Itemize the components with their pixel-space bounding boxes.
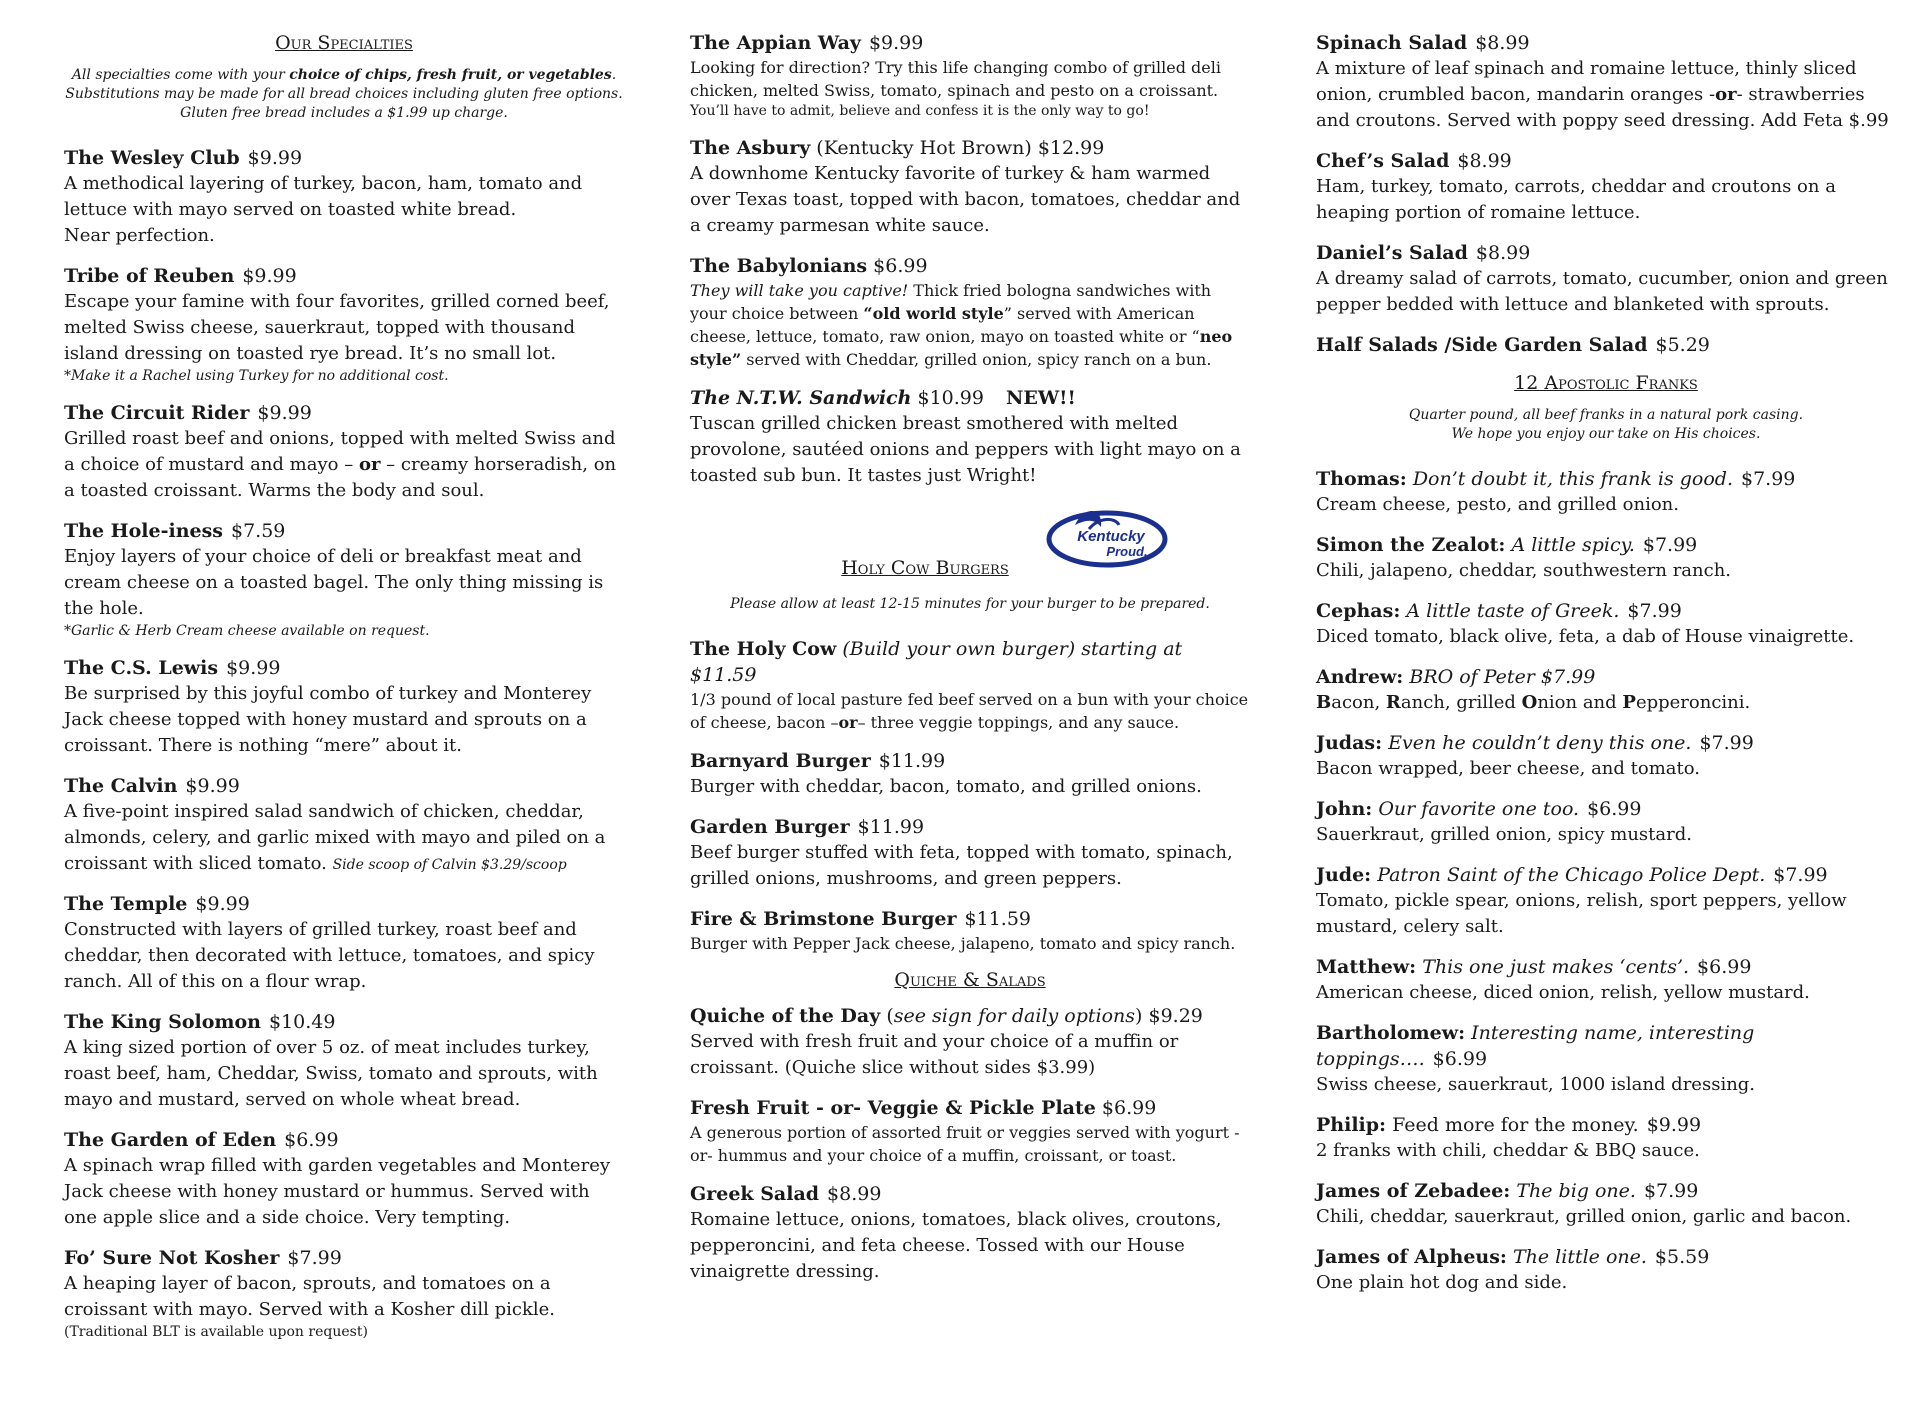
frank-item: Bartholomew: Interesting name, interesting toppings…. $6.99 Swiss cheese, sauerkraut, 1000 island dressing. — [1316, 1022, 1756, 1095]
frank-item: James of Zebadee: The big one. $7.99 Chili, cheddar, sauerkraut, grilled onion, garlic and bacon. — [1316, 1180, 1852, 1227]
franks-note: Quarter pound, all beef franks in a natural pork casing. We hope you enjoy our take on His choices. — [1408, 407, 1804, 442]
frank-item: Matthew: This one just makes ‘cents’. $6.99 American cheese, diced onion, relish, yellow mustard. — [1316, 956, 1810, 1003]
section-title-specialties: Our Specialties — [275, 32, 413, 54]
menu-item: Fire & Brimstone Burger $11.59 Burger with Pepper Jack cheese, jalapeno, tomato and spicy ranch. — [690, 908, 1236, 953]
section-title-franks: 12 Apostolic Franks — [1514, 372, 1698, 394]
menu-item: Garden Burger $11.99 Beef burger stuffed with feta, topped with tomato, spinach, grilled onions, mushrooms, and green peppers. — [690, 816, 1233, 889]
specialties-note: All specialties come with your choice of chips, fresh fruit, or vegetables. Substitutions may be made for all bread choices including gluten free options. Gluten free bread includes a $1.99 up charge. — [65, 67, 623, 121]
menu-item: The Wesley Club $9.99 A methodical layering of turkey, bacon, ham, tomato and lettuce with mayo served on toasted white bread. Near perfection. — [64, 147, 583, 246]
menu-item: The N.T.W. Sandwich $10.99 NEW!! Tuscan grilled chicken breast smothered with melted provolone, sautéed onions and peppers with light mayo on a toasted sub bun. It tastes just Wright! — [690, 387, 1241, 486]
menu-item: Tribe of Reuben $9.99 Escape your famine with four favorites, grilled corned beef, melted Swiss cheese, sauerkraut, topped with thousand island dressing on toasted rye bread. It’s no small lot. *Make it a Rachel using Turkey for no additional cost. — [64, 265, 610, 384]
frank-item: James of Alpheus: The little one. $5.59 One plain hot dog and side. — [1316, 1246, 1710, 1293]
burgers-note: Please allow at least 12-15 minutes for your burger to be prepared. — [730, 596, 1210, 612]
menu-item: Fo’ Sure Not Kosher $7.99 A heaping layer of bacon, sprouts, and tomatoes on a croissant with mayo. Served with a Kosher dill pickle. (Traditional BLT is available upon request) — [64, 1247, 556, 1340]
burgers-header — [690, 503, 1250, 595]
menu-item: The Asbury (Kentucky Hot Brown) $12.99 A downhome Kentucky favorite of turkey & ham warmed over Texas toast, topped with bacon, tomatoes, cheddar and a creamy parmesan white sauce. — [690, 137, 1241, 236]
svg-text:Kentucky: Kentucky — [1077, 528, 1145, 545]
frank-item: Judas: Even he couldn’t deny this one. $7.99 Bacon wrapped, beer cheese, and tomato. — [1316, 732, 1754, 779]
menu-item: The C.S. Lewis $9.99 Be surprised by this joyful combo of turkey and Monterey Jack cheese topped with honey mustard and sprouts on a croissant. There is nothing “mere” about it. — [64, 657, 592, 756]
menu-item: The Appian Way $9.99 Looking for direction? Try this life changing combo of grilled deli chicken, melted Swiss, tomato, spinach and pesto on a croissant. You’ll have to admit, believe and confess it is the only way to go! — [690, 32, 1221, 119]
menu-item: Barnyard Burger $11.99 Burger with cheddar, bacon, tomato, and grilled onions. — [690, 750, 1202, 797]
menu-item: Daniel’s Salad $8.99 A dreamy salad of carrots, tomato, cucumber, onion and green pepper bedded with lettuce and blanketed with sprouts. — [1316, 242, 1888, 315]
column-salads-franks — [1316, 30, 1896, 1310]
svg-text:Proud.: Proud. — [1106, 544, 1148, 559]
menu-item: Fresh Fruit - or- Veggie & Pickle Plate $6.99 A generous portion of assorted fruit or veggies served with yogurt -or- hummus and your choice of a muffin, croissant, or toast. — [690, 1097, 1240, 1165]
menu-item: The Temple $9.99 Constructed with layers of grilled turkey, roast beef and cheddar, then decorated with lettuce, tomatoes, and spicy ranch. All of this on a flour wrap. — [64, 893, 595, 992]
section-title-burgers: Holy Cow Burgers — [841, 557, 1009, 579]
kentucky-proud-logo — [1045, 503, 1169, 569]
section-title-quiche: Quiche & Salads — [894, 969, 1046, 991]
new-badge: NEW!! — [1005, 387, 1076, 409]
frank-item: Jude: Patron Saint of the Chicago Police Dept. $7.99 Tomato, pickle spear, onions, relish, sport peppers, yellow mustard, celery salt. — [1316, 864, 1847, 937]
column-middle — [690, 30, 1250, 1299]
menu-item: Chef’s Salad $8.99 Ham, turkey, tomato, carrots, cheddar and croutons on a heaping portion of romaine lettuce. — [1316, 150, 1836, 223]
frank-item: Philip: Feed more for the money. $9.99 2 franks with chili, cheddar & BBQ sauce. — [1316, 1114, 1702, 1161]
menu-item: The Garden of Eden $6.99 A spinach wrap filled with garden vegetables and Monterey Jack cheese with honey mustard or hummus. Served with one apple slice and a side choice. Very tempting. — [64, 1129, 611, 1228]
frank-item: Cephas: A little taste of Greek. $7.99 Diced tomato, black olive, feta, a dab of House vinaigrette. — [1316, 600, 1855, 647]
column-specialties — [64, 30, 624, 1356]
menu-item: Greek Salad $8.99 Romaine lettuce, onions, tomatoes, black olives, croutons, pepperoncini, and feta cheese. Tossed with our House vinaigrette dressing. — [690, 1183, 1222, 1282]
menu-item: Spinach Salad $8.99 A mixture of leaf spinach and romaine lettuce, thinly sliced onion, crumbled bacon, mandarin oranges -or- strawberries and croutons. Served with poppy seed dressing. Add Feta $.99 — [1316, 32, 1889, 131]
menu-item: The Holy Cow (Build your own burger) starting at $11.59 1/3 pound of local pasture fed beef served on a bun with your choice of cheese, bacon –or– three veggie toppings, and any sauce. — [690, 638, 1249, 732]
menu-item: The Babylonians $6.99 They will take you captive! Thick fried bologna sandwiches with your choice between “old world style” served with American cheese, lettuce, tomato, raw onion, mayo on toasted white or “neo style” served with Cheddar, grilled onion, spicy ranch on a bun. — [690, 255, 1233, 369]
menu-item: The Circuit Rider $9.99 Grilled roast beef and onions, topped with melted Swiss and a choice of mustard and mayo – or – creamy horseradish, on a toasted croissant. Warms the body and soul. — [64, 402, 617, 501]
frank-item: Simon the Zealot: A little spicy. $7.99 Chili, jalapeno, cheddar, southwestern ranch. — [1316, 534, 1732, 581]
menu-item: The Hole-iness $7.59 Enjoy layers of your choice of deli or breakfast meat and cream cheese on a toasted bagel. The only thing missing is the hole. *Garlic & Herb Cream cheese available on request. — [64, 520, 604, 639]
menu-item: The Calvin $9.99 A five-point inspired salad sandwich of chicken, cheddar, almonds, celery, and garlic mixed with mayo and piled on a croissant with sliced tomato. Side scoop of Calvin $3.29/scoop — [64, 775, 606, 874]
frank-item: Andrew: BRO of Peter $7.99 Bacon, Ranch, grilled Onion and Pepperoncini. — [1316, 666, 1751, 713]
menu-item: Half Salads /Side Garden Salad $5.29 — [1316, 334, 1710, 356]
frank-item: John: Our favorite one too. $6.99 Sauerkraut, grilled onion, spicy mustard. — [1316, 798, 1692, 845]
menu-item: The King Solomon $10.49 A king sized portion of over 5 oz. of meat includes turkey, roast beef, ham, Cheddar, Swiss, tomato and sprouts, with mayo and mustard, served on whole wheat bread. — [64, 1011, 598, 1110]
menu-item: Quiche of the Day (see sign for daily options) $9.29 Served with fresh fruit and your choice of a muffin or croissant. (Quiche slice without sides $3.99) — [690, 1005, 1203, 1078]
frank-item: Thomas: Don’t doubt it, this frank is good. $7.99 Cream cheese, pesto, and grilled onion. — [1316, 468, 1796, 515]
